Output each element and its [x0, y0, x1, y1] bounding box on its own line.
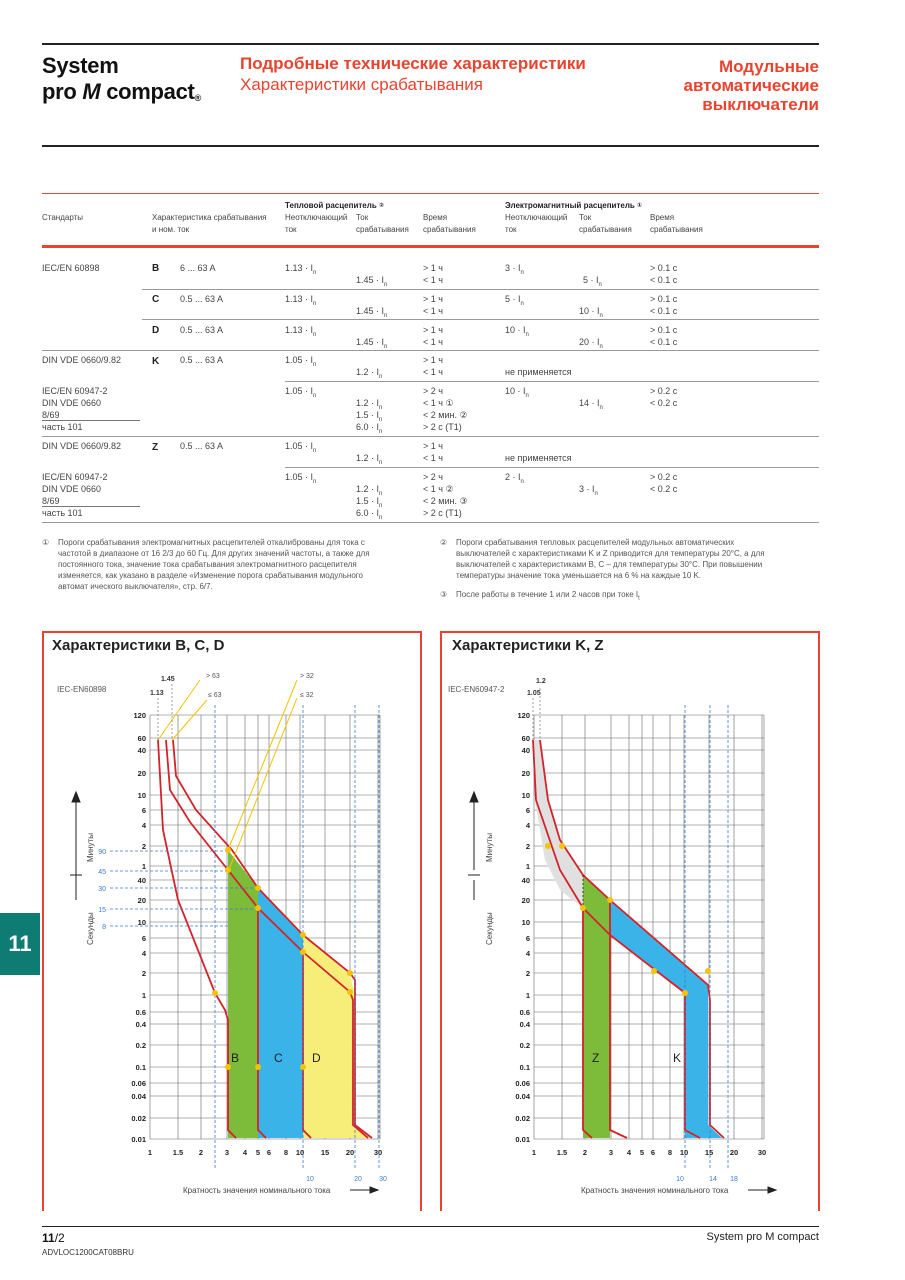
x-tick-label: 1 [147, 1148, 153, 1157]
y-tick-label: 20 [521, 769, 530, 778]
band-k-label: K [673, 1051, 682, 1065]
page-title: Подробные технические характеристики [240, 54, 586, 73]
x-secondary-label: 10 [306, 1176, 314, 1183]
band-b-label: B [231, 1051, 240, 1065]
chart-kz [440, 660, 820, 1210]
x-tick-label: 3 [224, 1148, 230, 1157]
y-tick-label: 6 [525, 934, 530, 943]
y-tick-label: 40 [137, 746, 146, 755]
y-tick-label: 10 [521, 918, 530, 927]
header-standards: Стандарты [42, 213, 84, 222]
y-tick-label: 6 [141, 806, 146, 815]
x-tick-label: 20 [345, 1148, 355, 1157]
footer-product: System pro M compact [706, 1231, 819, 1243]
y-tick-label: 20 [137, 769, 146, 778]
page-subtitle: Характеристики срабатывания [240, 75, 483, 94]
y-tick-label: 0.2 [135, 1041, 146, 1050]
y-tick-label: 60 [521, 734, 530, 743]
header-em-trip: Ток срабатывания [579, 213, 632, 234]
y-tick-label: 0.1 [519, 1063, 530, 1072]
y-tick-label: 0.01 [131, 1135, 146, 1144]
y-tick-label: 1 [141, 862, 146, 871]
y-tick-label: 1 [525, 991, 530, 1000]
header-trip: Ток срабатывания [356, 213, 409, 234]
axis-seconds-label: Секунды [86, 912, 95, 945]
y-tick-label: 0.1 [135, 1063, 146, 1072]
y-tick-label: 0.04 [131, 1092, 146, 1101]
chart-bcd-standard: IEC-EN60898 [57, 685, 107, 694]
x-tick-label: 10 [679, 1148, 689, 1157]
section-tab: 11 [0, 913, 40, 975]
x-tick-label: 3 [608, 1148, 614, 1157]
y-tick-label: 4 [141, 821, 146, 830]
x-tick-label: 4 [626, 1148, 632, 1157]
axis-minutes-label-kz: Минуты [485, 833, 494, 862]
y-tick-label: 0.6 [519, 1008, 530, 1017]
svg-text:≤ 32: ≤ 32 [300, 692, 314, 699]
section-title: Модульные автоматические выключатели [683, 57, 819, 114]
chart-bcd-title: Характеристики B, C, D [52, 637, 225, 654]
y-tick-label: 0.6 [135, 1008, 146, 1017]
chart-bcd-xlabel: Кратность значения номинального тока [183, 1186, 331, 1195]
x-tick-label: 5 [255, 1148, 261, 1157]
page-number: 11/2 [42, 1231, 65, 1245]
chart-kz-standard: IEC-EN60947-2 [448, 685, 505, 694]
footnote-2: ② Пороги срабатывания тепловых расцепителей модульных автоматических выключателей с характеристиками K и Z приводится для температуры 20°C, а для выключателей с характеристиками B, C – для температуры 30°C. При повышении температуры значение тока уменьшается на 6 % на каждые 10 K. [440, 538, 765, 580]
y-tick-label: 2 [141, 842, 146, 851]
y-mark-label: 90 [98, 849, 106, 856]
x-tick-label: 1.5 [172, 1148, 184, 1157]
y-mark-label: 30 [98, 886, 106, 893]
y-tick-label: 0.2 [519, 1041, 530, 1050]
axis-seconds-label-kz: Секунды [485, 912, 494, 945]
svg-text:≤ 63: ≤ 63 [208, 692, 222, 699]
header-bottom-rule [42, 145, 819, 147]
x-secondary-label: 14 [709, 1176, 717, 1183]
header-top-rule [42, 43, 819, 45]
x-tick-label: 20 [729, 1148, 739, 1157]
x-tick-label: 30 [373, 1148, 383, 1157]
y-tick-label: 0.02 [131, 1114, 146, 1123]
y-tick-label: 60 [137, 734, 146, 743]
x-tick-label: 10 [295, 1148, 305, 1157]
svg-text:1.05: 1.05 [527, 690, 541, 697]
y-tick-label: 0.02 [515, 1114, 530, 1123]
y-tick-label: 0.06 [131, 1079, 146, 1088]
y-tick-label: 0.01 [515, 1135, 530, 1144]
chart-kz-title: Характеристики K, Z [452, 637, 604, 654]
band-c-label: C [274, 1051, 283, 1065]
y-tick-label: 4 [525, 821, 530, 830]
footer-rule [42, 1226, 819, 1227]
header-time: Время срабатывания [423, 213, 476, 234]
band-d [303, 935, 372, 1138]
chart-kz-xlabel: Кратность значения номинального тока [581, 1186, 729, 1195]
leader-lines [158, 680, 297, 872]
x-tick-label: 1 [531, 1148, 537, 1157]
brand-line-1: System [42, 53, 119, 78]
y-tick-label: 10 [521, 791, 530, 800]
y-tick-label: 1 [141, 991, 146, 1000]
y-tick-label: 10 [137, 791, 146, 800]
y-tick-label: 0.4 [519, 1020, 530, 1029]
x-tick-label: 15 [320, 1148, 330, 1157]
x-tick-label: 1.5 [556, 1148, 568, 1157]
header-em-time: Время срабатывания [650, 213, 703, 234]
x-secondary-label: 18 [730, 1176, 738, 1183]
y-tick-label: 6 [141, 934, 146, 943]
y-mark-label: 45 [98, 869, 106, 876]
band-c [258, 888, 303, 1138]
band-z-label: Z [592, 1051, 600, 1065]
table-top-rule [42, 193, 819, 194]
y-tick-label: 2 [141, 969, 146, 978]
footnote-1: ① Пороги срабатывания электромагнитных расцепителей откалиброваны для тока с частотой в диапазоне от 16 2/3 до 60 Гц. Для других значений частоты, а также для постоянного тока, значение тока срабатывания электромагнитного расцепителя изменяется, как указано в разделе «Изменение порога срабатывания модульного автомат ического выключателя», стр. 6/7. [42, 538, 370, 591]
y-tick-label: 40 [521, 746, 530, 755]
footnote-3: ③ После работы в течение 1 или 2 часов при токе $I_t$ [440, 590, 640, 602]
svg-text:1.13: 1.13 [150, 690, 164, 697]
y-tick-label: 0.4 [135, 1020, 146, 1029]
y-tick-label: 120 [133, 711, 146, 720]
x-tick-label: 15 [704, 1148, 714, 1157]
brand-logo [42, 53, 201, 105]
y-tick-label: 120 [517, 711, 530, 720]
x-secondary-label: 10 [676, 1176, 684, 1183]
y-tick-label: 40 [521, 876, 530, 885]
y-tick-label: 2 [525, 842, 530, 851]
svg-text:> 63: > 63 [206, 673, 220, 680]
y-tick-label: 40 [137, 876, 146, 885]
chart-bcd [42, 660, 422, 1210]
y-tick-label: 1 [525, 862, 530, 871]
table-header-rule [42, 245, 819, 248]
y-tick-label: 0.06 [515, 1079, 530, 1088]
brand-line-2: pro M compact® [42, 79, 201, 104]
band-thermal [533, 740, 583, 908]
band-d-label: D [312, 1051, 321, 1065]
header-characteristic: Характеристика срабатывания и ном. ток [152, 213, 267, 234]
y-tick-label: 4 [141, 949, 146, 958]
y-tick-label: 4 [525, 949, 530, 958]
x-tick-label: 8 [283, 1148, 289, 1157]
x-secondary-label: 20 [354, 1176, 362, 1183]
band-z [583, 875, 610, 1138]
header-nontrip: Неотключающий ток [285, 213, 348, 234]
x-tick-label: 6 [650, 1148, 656, 1157]
band-b [228, 850, 258, 1138]
y-mark-label: 15 [98, 907, 106, 914]
x-tick-label: 2 [582, 1148, 588, 1157]
header-em-nontrip: Неотключающий ток [505, 213, 568, 234]
x-secondary-label: 30 [379, 1176, 387, 1183]
y-mark-label: 8 [102, 924, 106, 931]
header-thermal: Тепловой расцепитель ② [285, 201, 385, 210]
svg-text:1.2: 1.2 [536, 678, 546, 685]
y-tick-label: 20 [137, 896, 146, 905]
x-tick-label: 6 [266, 1148, 272, 1157]
y-tick-label: 0.04 [515, 1092, 530, 1101]
y-tick-label: 2 [525, 969, 530, 978]
document-code: ADVLOC1200CAT08BRU [42, 1248, 134, 1257]
x-tick-label: 4 [242, 1148, 248, 1157]
x-tick-label: 30 [757, 1148, 767, 1157]
svg-text:1.45: 1.45 [161, 676, 175, 683]
band-k [610, 900, 722, 1138]
x-tick-label: 8 [667, 1148, 673, 1157]
svg-text:> 32: > 32 [300, 673, 314, 680]
x-tick-label: 5 [639, 1148, 645, 1157]
x-tick-label: 2 [198, 1148, 204, 1157]
axis-minutes-label: Минуты [86, 833, 95, 862]
y-tick-label: 10 [137, 918, 146, 927]
y-tick-label: 6 [525, 806, 530, 815]
y-tick-label: 20 [521, 896, 530, 905]
header-em: Электромагнитный расцепитель ① [505, 201, 643, 210]
